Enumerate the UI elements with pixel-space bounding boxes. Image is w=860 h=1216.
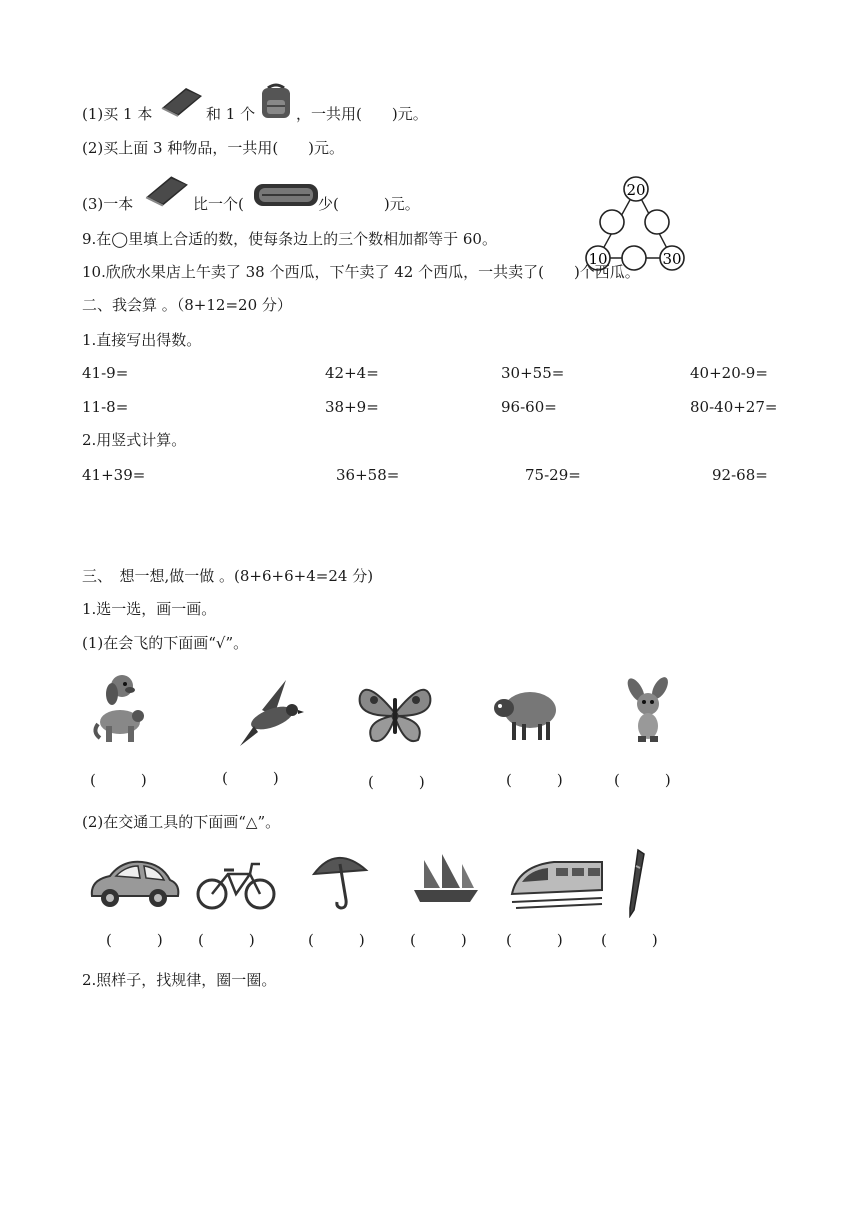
q8-line1-post: ，一共用( )元。 (296, 105, 428, 123)
notebook-icon (158, 86, 204, 118)
q8-line1-mid: 和 1 个 (206, 105, 256, 123)
answer-paren[interactable]: ( ) (106, 931, 163, 949)
section2-sub1: 1.直接写出得数。 (82, 331, 202, 349)
answer-paren[interactable]: ( ) (506, 931, 563, 949)
q8-line3-post: 少( )元。 (318, 195, 420, 213)
q9-text: 9.在◯里填上合适的数，使每条边上的三个数相加都等于 60。 (82, 230, 497, 248)
section3-sub2: 2.照样子，找规律，圈一圈。 (82, 971, 277, 989)
equation: 40+20-9= (690, 364, 768, 382)
equation: 11-8= (82, 398, 129, 416)
section2-heading: 二、我会算 。（8+12=20 分） (82, 296, 292, 314)
equation: 38+9= (325, 398, 379, 416)
left-number: 10 (588, 250, 608, 268)
dog-icon (90, 672, 152, 746)
q8-line1-pre: (1)买 1 本 (82, 105, 153, 123)
equation: 30+55= (501, 364, 565, 382)
notebook-icon (142, 174, 190, 208)
number-triangle-diagram (582, 174, 694, 274)
answer-paren[interactable]: ( ) (410, 931, 467, 949)
equation: 41-9= (82, 364, 129, 382)
answer-paren[interactable]: ( ) (222, 769, 279, 787)
section2-sub2: 2.用竖式计算。 (82, 431, 187, 449)
equation: 75-29= (525, 466, 581, 484)
pencil-case-icon (252, 182, 320, 208)
pen-icon (624, 848, 648, 918)
car-icon (86, 856, 182, 912)
q8-line2: (2)买上面 3 种物品，一共用( )元。 (82, 139, 345, 157)
equation: 92-68= (712, 466, 768, 484)
equation: 42+4= (325, 364, 379, 382)
answer-paren[interactable]: ( ) (308, 931, 365, 949)
answer-paren[interactable]: ( ) (506, 771, 563, 789)
butterfly-icon (356, 682, 434, 746)
right-number: 30 (662, 250, 682, 268)
train-icon (508, 852, 604, 912)
q8-line3-pre: (3)一本 (82, 195, 134, 213)
bicycle-icon (194, 856, 278, 912)
backpack-icon (258, 82, 294, 120)
answer-paren[interactable]: ( ) (368, 773, 425, 791)
answer-paren[interactable]: ( ) (198, 931, 255, 949)
equation: 96-60= (501, 398, 557, 416)
sheep-icon (490, 682, 560, 744)
equation: 36+58= (336, 466, 400, 484)
bird-icon (222, 676, 306, 748)
top-number: 20 (626, 181, 646, 199)
equation: 80-40+27= (690, 398, 778, 416)
answer-paren[interactable]: ( ) (601, 931, 658, 949)
equation: 41+39= (82, 466, 146, 484)
right-blank-circle[interactable] (645, 210, 669, 234)
answer-paren[interactable]: ( ) (90, 771, 147, 789)
section3-heading: 三、 想一想,做一做 。(8+6+6+4=24 分) (82, 567, 374, 585)
ship-icon (410, 852, 482, 908)
answer-paren[interactable]: ( ) (614, 771, 671, 789)
section3-sub1: 1.选一选，画一画。 (82, 600, 217, 618)
left-blank-circle[interactable] (600, 210, 624, 234)
umbrella-icon (310, 850, 370, 912)
rabbit-icon (620, 676, 676, 746)
q10-text: 10.欣欣水果店上午卖了 38 个西瓜，下午卖了 42 个西瓜，一共卖了( )个西瓜。 (82, 263, 640, 281)
section3-q2: (2)在交通工具的下面画“△”。 (82, 813, 281, 831)
q8-line3-mid: 比一个( (193, 195, 244, 213)
section3-q1: (1)在会飞的下面画“√”。 (82, 634, 249, 652)
